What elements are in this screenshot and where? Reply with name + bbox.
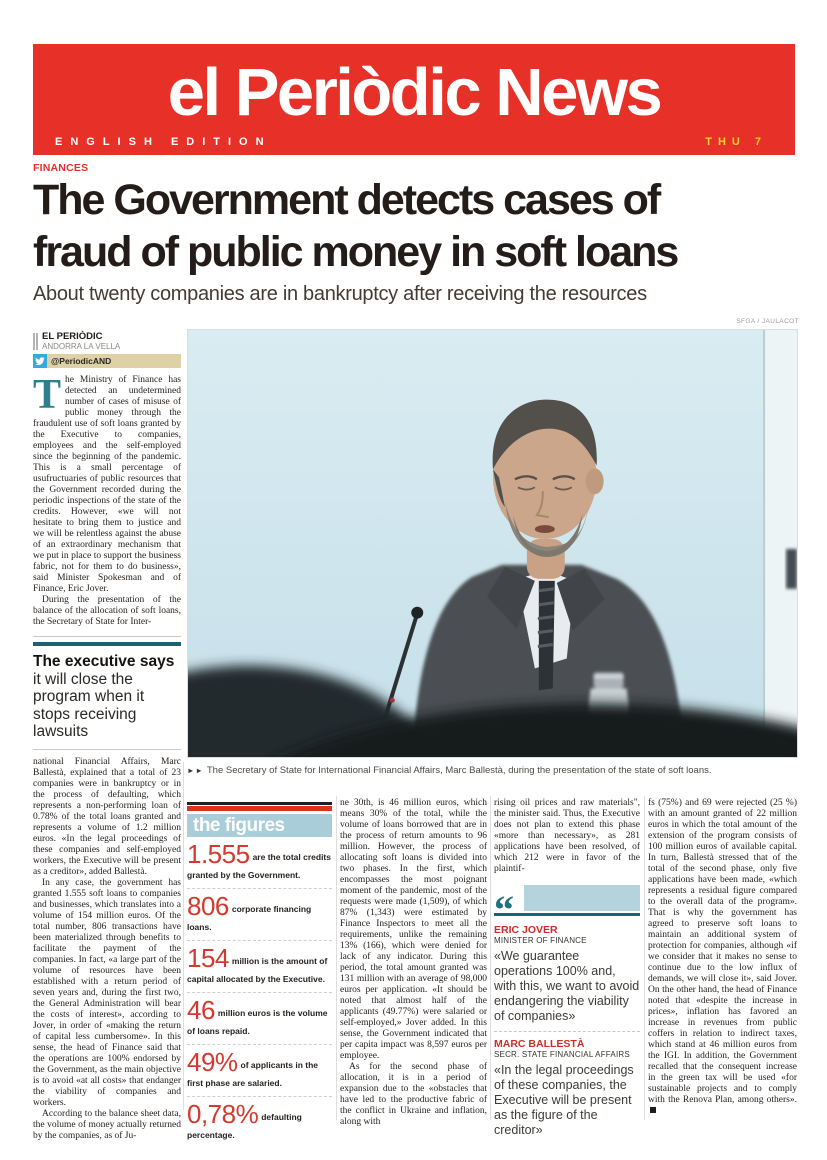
quote-author: MARC BALLESTÀ xyxy=(494,1038,585,1050)
teal-rule xyxy=(33,642,181,646)
drop-cap: T xyxy=(33,372,62,418)
figure-label: of applicants in the first phase are salaried. xyxy=(187,1060,318,1088)
rule xyxy=(33,636,181,637)
rule xyxy=(187,802,332,805)
column-divider xyxy=(336,796,337,1120)
quotes-box-band xyxy=(524,885,640,911)
masthead-title: el Periòdic News xyxy=(167,55,661,130)
photo-caption xyxy=(187,765,799,776)
quote-entry xyxy=(494,924,640,1024)
rule xyxy=(33,749,181,750)
figures-box-title: the figures xyxy=(187,814,332,837)
figure-value: 806 xyxy=(187,891,229,921)
body-paragraph: rising oil prices and raw materials", the minister said. Thus, the Executive does not plan to extend this phase «more than necessary», as 281 applications have been resolved, of which 212 were in favor of the plaintif- xyxy=(494,798,640,874)
byline-location: ANDORRA LA VELLA xyxy=(42,342,121,351)
figure-item xyxy=(187,1097,332,1148)
pull-quote xyxy=(33,636,181,750)
quote-entry xyxy=(494,1038,640,1138)
body-paragraph: ne 30th, is 46 million euros, which means 30% of the total, while the volume of loans borrowed that are in the process of return amounts to 96 million. However, the process of allocating soft loans is divided into two phases. In the first, which encompasses the most poignant moment of the pandemic, most of the requests were made (1,509), of which 87% (1,343) were estimated by Finance Inspectors to meet all the requirements, unlike the remaining 13% (166), which were denied for lack of any indicator. During this period, the total amount granted was 131 million with an average of 98,000 euros per application. «It should be noted that almost half of the applicants (49.77%) were salaried or self-employed,» Jover added. In this sense, the Government indicated that per capita impact was 8,597 euros per employee. xyxy=(340,798,487,1061)
body-paragraph: In any case, the government has granted 1.555 soft loans to companies and businesses, which translates into a volume of 154 million euros. Of the total number, 806 transactions have been materialized through benefits to facilitate the payment of the companies. In fact, «a large part of the volume of resources have been established with a return period of seven years and, during the first two, the General Administration will bear the costs of interest», according to Jover, in order of «making the return of capital less cumbersome». In this sense, the head of Finance said that the operations are 100% endorsed by the Government, as the main objective is to avoid «at all costs» that endanger the viability of companies and workers. xyxy=(33,877,181,1108)
figure-label: defaulting percentage. xyxy=(187,1112,302,1140)
twitter-strip xyxy=(33,354,181,368)
figure-label: million euros is the volume of loans repaid. xyxy=(187,1008,328,1036)
figure-value: 49% xyxy=(187,1047,238,1077)
article-column-1 xyxy=(33,332,181,1142)
figure-value: 0,78% xyxy=(187,1099,259,1129)
caption-arrows-icon: ►► xyxy=(187,766,204,775)
pull-quote-text xyxy=(33,653,181,741)
article-column-2 xyxy=(340,798,487,1128)
article-column-3 xyxy=(494,798,640,1138)
quote-author: ERIC JOVER xyxy=(494,924,558,936)
body-text: he Ministry of Finance has detected an undetermined number of cases of misuse of public money through the fraudulent use of soft loans granted by the Executive to companies, employees and the self-employed since the beginning of the pandemic. This is a small percentage of usufructuaries of public resources that the Government recorded during the periodic inspections of the state of the credits. However, «we will not hesitate to bring them to justice and we will be relentless against the abuse of an extraordinary mechanism that we put in place to support the business fabric, not for them to do business», said Minister Spokesman and of Finance, Eric Jover. xyxy=(33,375,181,594)
figure-item xyxy=(187,993,332,1045)
body-paragraph: According to the balance sheet data, the volume of money actually returned by the companies, as of Ju- xyxy=(33,1108,181,1141)
figures-box xyxy=(187,802,332,1148)
body-text: fs (75%) and 69 were rejected (25 %) with an amount granted of 22 million euros in which the total amount of the extension of the program consists of 100 million euros of available capital. In turn, Ballestà stressed that of the total of the second phase, only five applications have been made, «which represents a residual figure compared to the overall data of the program». That is why the government has agreed to preserve soft loans to maintain an additional system of protection for companies, although «if we consider that it makes no sense to continue due to the low influx of demands, we will close it», said Jover. On the other hand, the head of Finance noted that «despite the increase in prices», inflation has favored an increase in revenues from public coffers in relation to indirect taxes, which stand at 46 million euros from the IGI. In addition, the Government recalled that the consequent increase in the green tax will be used «for sustainable projects and to comply with the Renova Plan, among others». xyxy=(648,798,797,1105)
figure-item xyxy=(187,889,332,941)
photo-caption-text: The Secretary of State for International Financial Affairs, Marc Ballestà, during the presentation of the state of soft loans. xyxy=(206,765,712,776)
article-photo xyxy=(187,329,798,758)
quote-text: «We guarantee operations 100% and, with this, we want to avoid endangering the viability of companies» xyxy=(494,949,640,1023)
quote-text: «In the legal proceedings of these companies, the Executive will be present as the figure of the creditor» xyxy=(494,1063,634,1137)
body-paragraph: As for the second phase of allocation, it is in a period of expansion due to the «obstacles that have led to the productive fabric of the conflict in Ukraine and inflation, along with xyxy=(340,1062,487,1127)
column-divider xyxy=(490,796,491,1120)
press-conference-photo-illustration xyxy=(188,330,797,757)
dashed-divider xyxy=(494,1031,640,1032)
figure-label: million is the amount of capital allocated by the Executive. xyxy=(187,956,328,984)
headline xyxy=(33,174,803,278)
body-paragraph xyxy=(33,372,181,595)
date-label: THU 7 xyxy=(705,136,767,148)
figure-label: corporate financing loans. xyxy=(187,904,312,932)
section-kicker: FINANCES xyxy=(33,162,89,174)
twitter-handle: @PeriodicAND xyxy=(47,354,181,368)
headline-line1: The Government detects cases of xyxy=(33,176,660,224)
article-end-mark xyxy=(650,1107,656,1113)
pull-quote-rest: it will close the program when it stops receiving lawsuits xyxy=(33,670,145,740)
quote-mark-icon: “ xyxy=(494,885,524,911)
photo-credit: SFGA / JAULACOT xyxy=(736,318,799,325)
quote-author-role: SECR. STATE FINANCIAL AFFAIRS xyxy=(494,1050,630,1059)
headline-line2: fraud of public money in soft loans xyxy=(33,228,678,276)
quotes-box xyxy=(494,885,640,1138)
edition-label: ENGLISH EDITION xyxy=(55,136,272,148)
figure-label: are the total credits granted by the Government. xyxy=(187,852,331,880)
twitter-bird-icon xyxy=(33,354,47,368)
body-paragraph: During the presentation of the balance of the allocation of soft loans, the Secretary of State for Inter- xyxy=(33,595,181,627)
figure-item xyxy=(187,837,332,889)
byline-source: EL PERIÒDIC xyxy=(42,331,103,342)
pull-quote-lead: The executive says xyxy=(33,653,175,670)
figure-value: 46 xyxy=(187,995,215,1025)
subheadline: About twenty companies are in bankruptcy after receiving the resources xyxy=(33,283,647,305)
body-paragraph: national Financial Affairs, Marc Ballestà, explained that a total of 23 companies were in bankruptcy or in the process of defaulting, which represents a non-performing loan of 0.78% of the total loans granted and represents a volume of 1.2 million euros. «In the legal proceedings of these companies and self-employed workers, the Executive will be present as a creditor», added Ballestà. xyxy=(33,756,181,877)
red-rule xyxy=(187,806,332,811)
column-divider xyxy=(644,796,645,1120)
figure-item xyxy=(187,941,332,993)
figure-value: 1.555 xyxy=(187,839,250,869)
body-paragraph xyxy=(648,798,797,1117)
figure-item xyxy=(187,1045,332,1097)
teal-rule xyxy=(494,913,640,916)
masthead xyxy=(33,44,795,155)
column-divider xyxy=(183,762,184,1110)
quotes-box-header xyxy=(494,885,640,911)
figure-value: 154 xyxy=(187,943,229,973)
byline xyxy=(33,332,181,351)
quote-author-role: MINISTER OF FINANCE xyxy=(494,936,587,945)
article-column-4 xyxy=(648,798,797,1117)
